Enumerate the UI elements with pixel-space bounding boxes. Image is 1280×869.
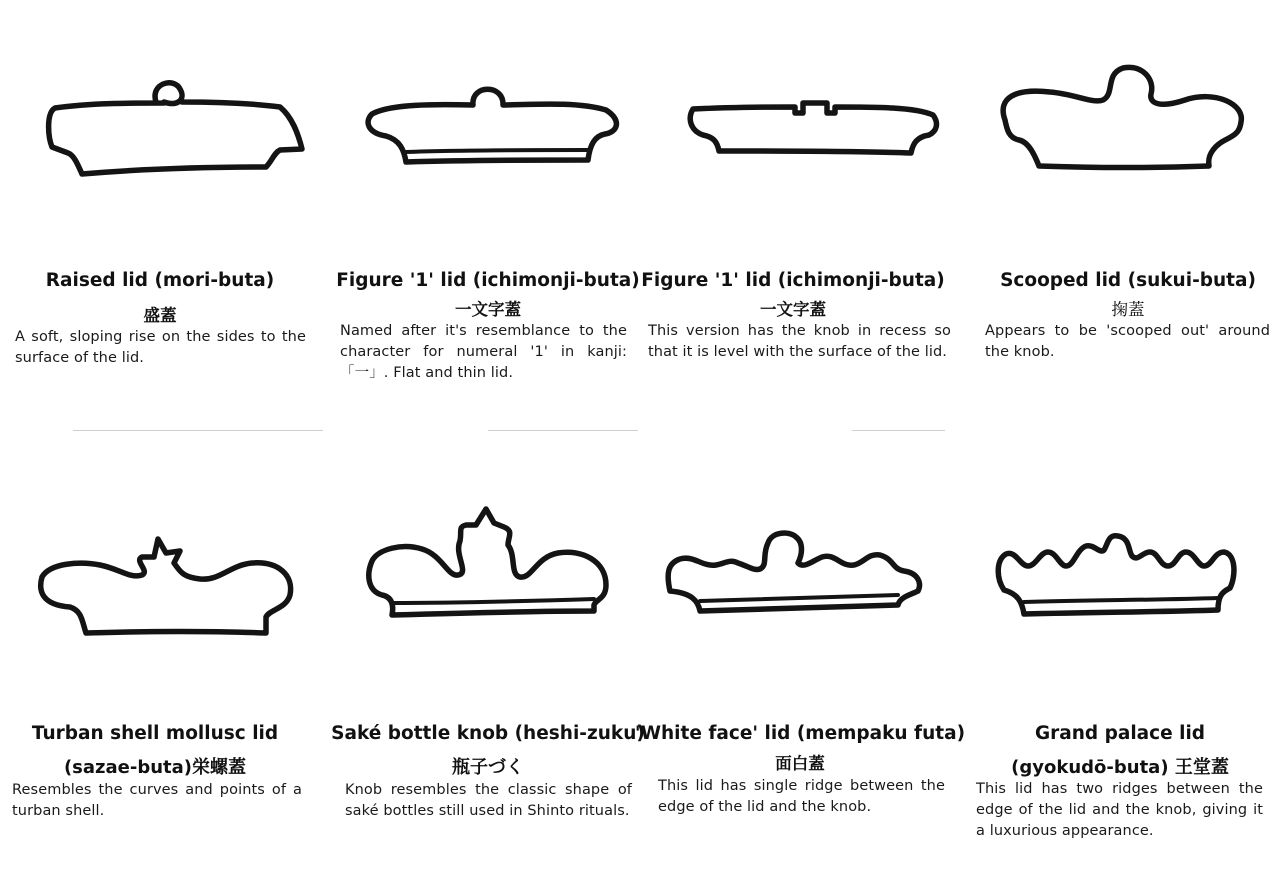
lid-title: Grand palace lid [1034, 723, 1206, 744]
turban-shell-lid-drawing [30, 535, 300, 645]
divider [852, 430, 945, 431]
lid-title: Scooped lid (sukui-buta) [1000, 270, 1256, 291]
lid-card-white-face [634, 723, 966, 843]
lid-kanji: 一文字蓋 [455, 300, 521, 319]
lid-description: Resembles the curves and points of a turban shell. [12, 782, 302, 819]
lid-card-turban-shell [5, 723, 305, 843]
divider [73, 430, 323, 431]
lid-card-scooped [983, 270, 1273, 390]
lid-description: A soft, sloping rise on the sides to the surface of the lid. [15, 329, 306, 366]
lid-title: Raised lid (mori-buta) [45, 270, 275, 291]
lid-title: 'White face' lid (mempaku futa) [634, 723, 966, 744]
lid-card-grand-palace [970, 723, 1270, 853]
lid-kanji: (gyokudō-buta) 王堂蓋 [1011, 757, 1229, 778]
lid-description: Appears to be 'scooped out' around the knob. [985, 323, 1270, 360]
lid-description: This lid has single ridge between the edge of the lid and the knob. [658, 778, 945, 815]
lid-title: Figure '1' lid (ichimonji-buta) [641, 270, 945, 291]
lid-card-raised [10, 270, 310, 390]
lid-title: Saké bottle knob (heshi-zuku) [331, 723, 645, 744]
lid-card-figure-1-recessed [641, 270, 958, 390]
sake-bottle-knob-lid-drawing [362, 505, 612, 635]
scooped-lid-drawing [995, 60, 1255, 175]
white-face-lid-drawing [660, 525, 930, 620]
lid-description: Knob resembles the classic shape of saké bottles still used in Shinto rituals. [345, 782, 632, 819]
lid-kanji: 盛蓋 [143, 306, 177, 325]
figure-1-recessed-lid-drawing [685, 95, 945, 165]
lid-kanji: (sazae-buta)栄螺蓋 [63, 757, 247, 778]
lid-kanji: 一文字蓋 [760, 300, 826, 319]
figure-1-lid-drawing [360, 80, 630, 175]
grand-palace-lid-drawing [990, 530, 1250, 625]
lid-card-sake-bottle [331, 723, 645, 843]
raised-lid-drawing [40, 75, 310, 185]
lid-kanji: 瓶子づく [452, 757, 524, 778]
divider [488, 430, 638, 431]
lid-title: Figure '1' lid (ichimonji-buta) [336, 270, 640, 291]
lid-card-figure-1 [338, 270, 638, 390]
lid-description: Named after it's resemblance to the character for numeral '1' in kanji:「一」. Flat and thin lid. [340, 323, 627, 381]
lid-kanji: 面白蓋 [775, 754, 825, 773]
lid-description: This lid has two ridges between the edge of the lid and the knob, giving it a luxurious appearance. [976, 781, 1263, 839]
lid-title: Turban shell mollusc lid [31, 723, 279, 744]
lid-description: This version has the knob in recess so that it is level with the surface of the lid. [648, 323, 951, 360]
lid-kanji: 掬蓋 [1111, 300, 1145, 319]
